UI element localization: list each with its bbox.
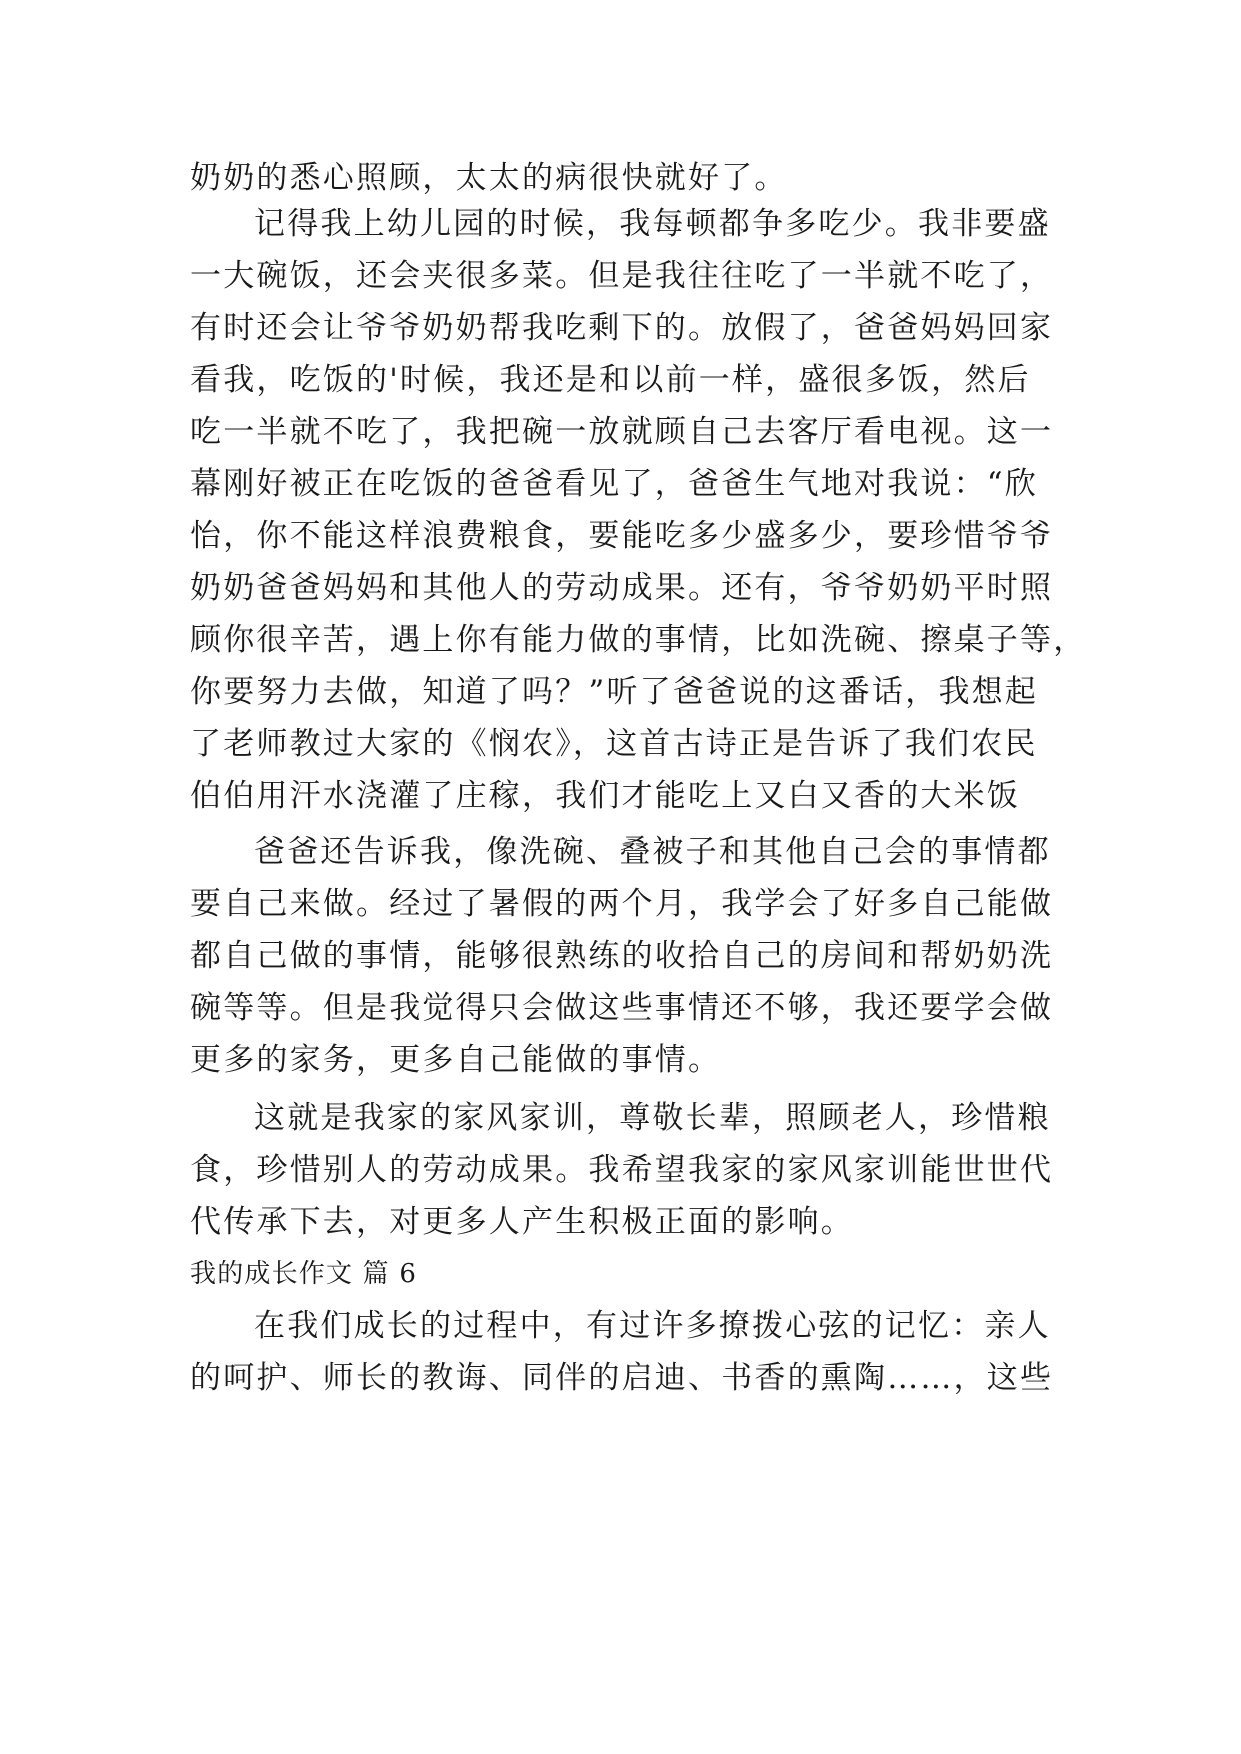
paragraph-line: 一大碗饭，还会夹很多菜。但是我往往吃了一半就不吃了， — [190, 258, 1054, 294]
paragraph-line: 爸爸还告诉我，像洗碗、叠被子和其他自己会的事情都 — [254, 834, 1051, 870]
paragraph-line: 代传承下去，对更多人产生积极正面的影响。 — [190, 1204, 854, 1240]
paragraph-line: 都自己做的事情，能够很熟练的收拾自己的房间和帮奶奶洗 — [190, 938, 1054, 974]
paragraph-line: 记得我上幼儿园的时候，我每顿都争多吃少。我非要盛 — [254, 206, 1051, 242]
paragraph-line: 奶奶爸爸妈妈和其他人的劳动成果。还有，爷爷奶奶平时照 — [190, 570, 1054, 606]
paragraph-line: 这就是我家的家风家训，尊敬长辈，照顾老人，珍惜粮 — [254, 1100, 1051, 1136]
paragraph-line: 更多的家务，更多自己能做的事情。 — [190, 1042, 722, 1078]
paragraph-line: 的呵护、师长的教诲、同伴的启迪、书香的熏陶……，这些 — [190, 1360, 1054, 1396]
paragraph-line: 奶奶的悉心照顾，太太的病很快就好了。 — [190, 160, 788, 196]
paragraph-line: 你要努力去做，知道了吗？”听了爸爸说的这番话，我想起 — [190, 674, 1039, 710]
paragraph-line: 在我们成长的过程中，有过许多撩拨心弦的记忆：亲人 — [254, 1308, 1051, 1344]
paragraph-line: 吃一半就不吃了，我把碗一放就顾自己去客厅看电视。这一 — [190, 414, 1054, 450]
paragraph-line: 怡，你不能这样浪费粮食，要能吃多少盛多少，要珍惜爷爷 — [190, 518, 1054, 554]
paragraph-line: 了老师教过大家的《悯农》，这首古诗正是告诉了我们农民 — [190, 726, 1038, 762]
paragraph-line: 幕刚好被正在吃饭的爸爸看见了，爸爸生气地对我说：“欣 — [190, 466, 1039, 502]
paragraph-line: 要自己来做。经过了暑假的两个月，我学会了好多自己能做 — [190, 886, 1054, 922]
paragraph-line: 看我，吃饭的'时候，我还是和以前一样，盛很多饭，然后 — [190, 362, 1031, 398]
paragraph-line: 碗等等。但是我觉得只会做这些事情还不够，我还要学会做 — [190, 990, 1054, 1026]
section-heading: 我的成长作文 篇 6 — [190, 1259, 418, 1289]
paragraph-line: 伯伯用汗水浇灌了庄稼，我们才能吃上又白又香的大米饭 — [190, 778, 1020, 814]
paragraph-line: 顾你很辛苦，遇上你有能力做的事情，比如洗碗、擦桌子等， — [190, 622, 1087, 658]
paragraph-line: 有时还会让爷爷奶奶帮我吃剩下的。放假了，爸爸妈妈回家 — [190, 310, 1054, 346]
paragraph-line: 食，珍惜别人的劳动成果。我希望我家的家风家训能世世代 — [190, 1152, 1054, 1188]
